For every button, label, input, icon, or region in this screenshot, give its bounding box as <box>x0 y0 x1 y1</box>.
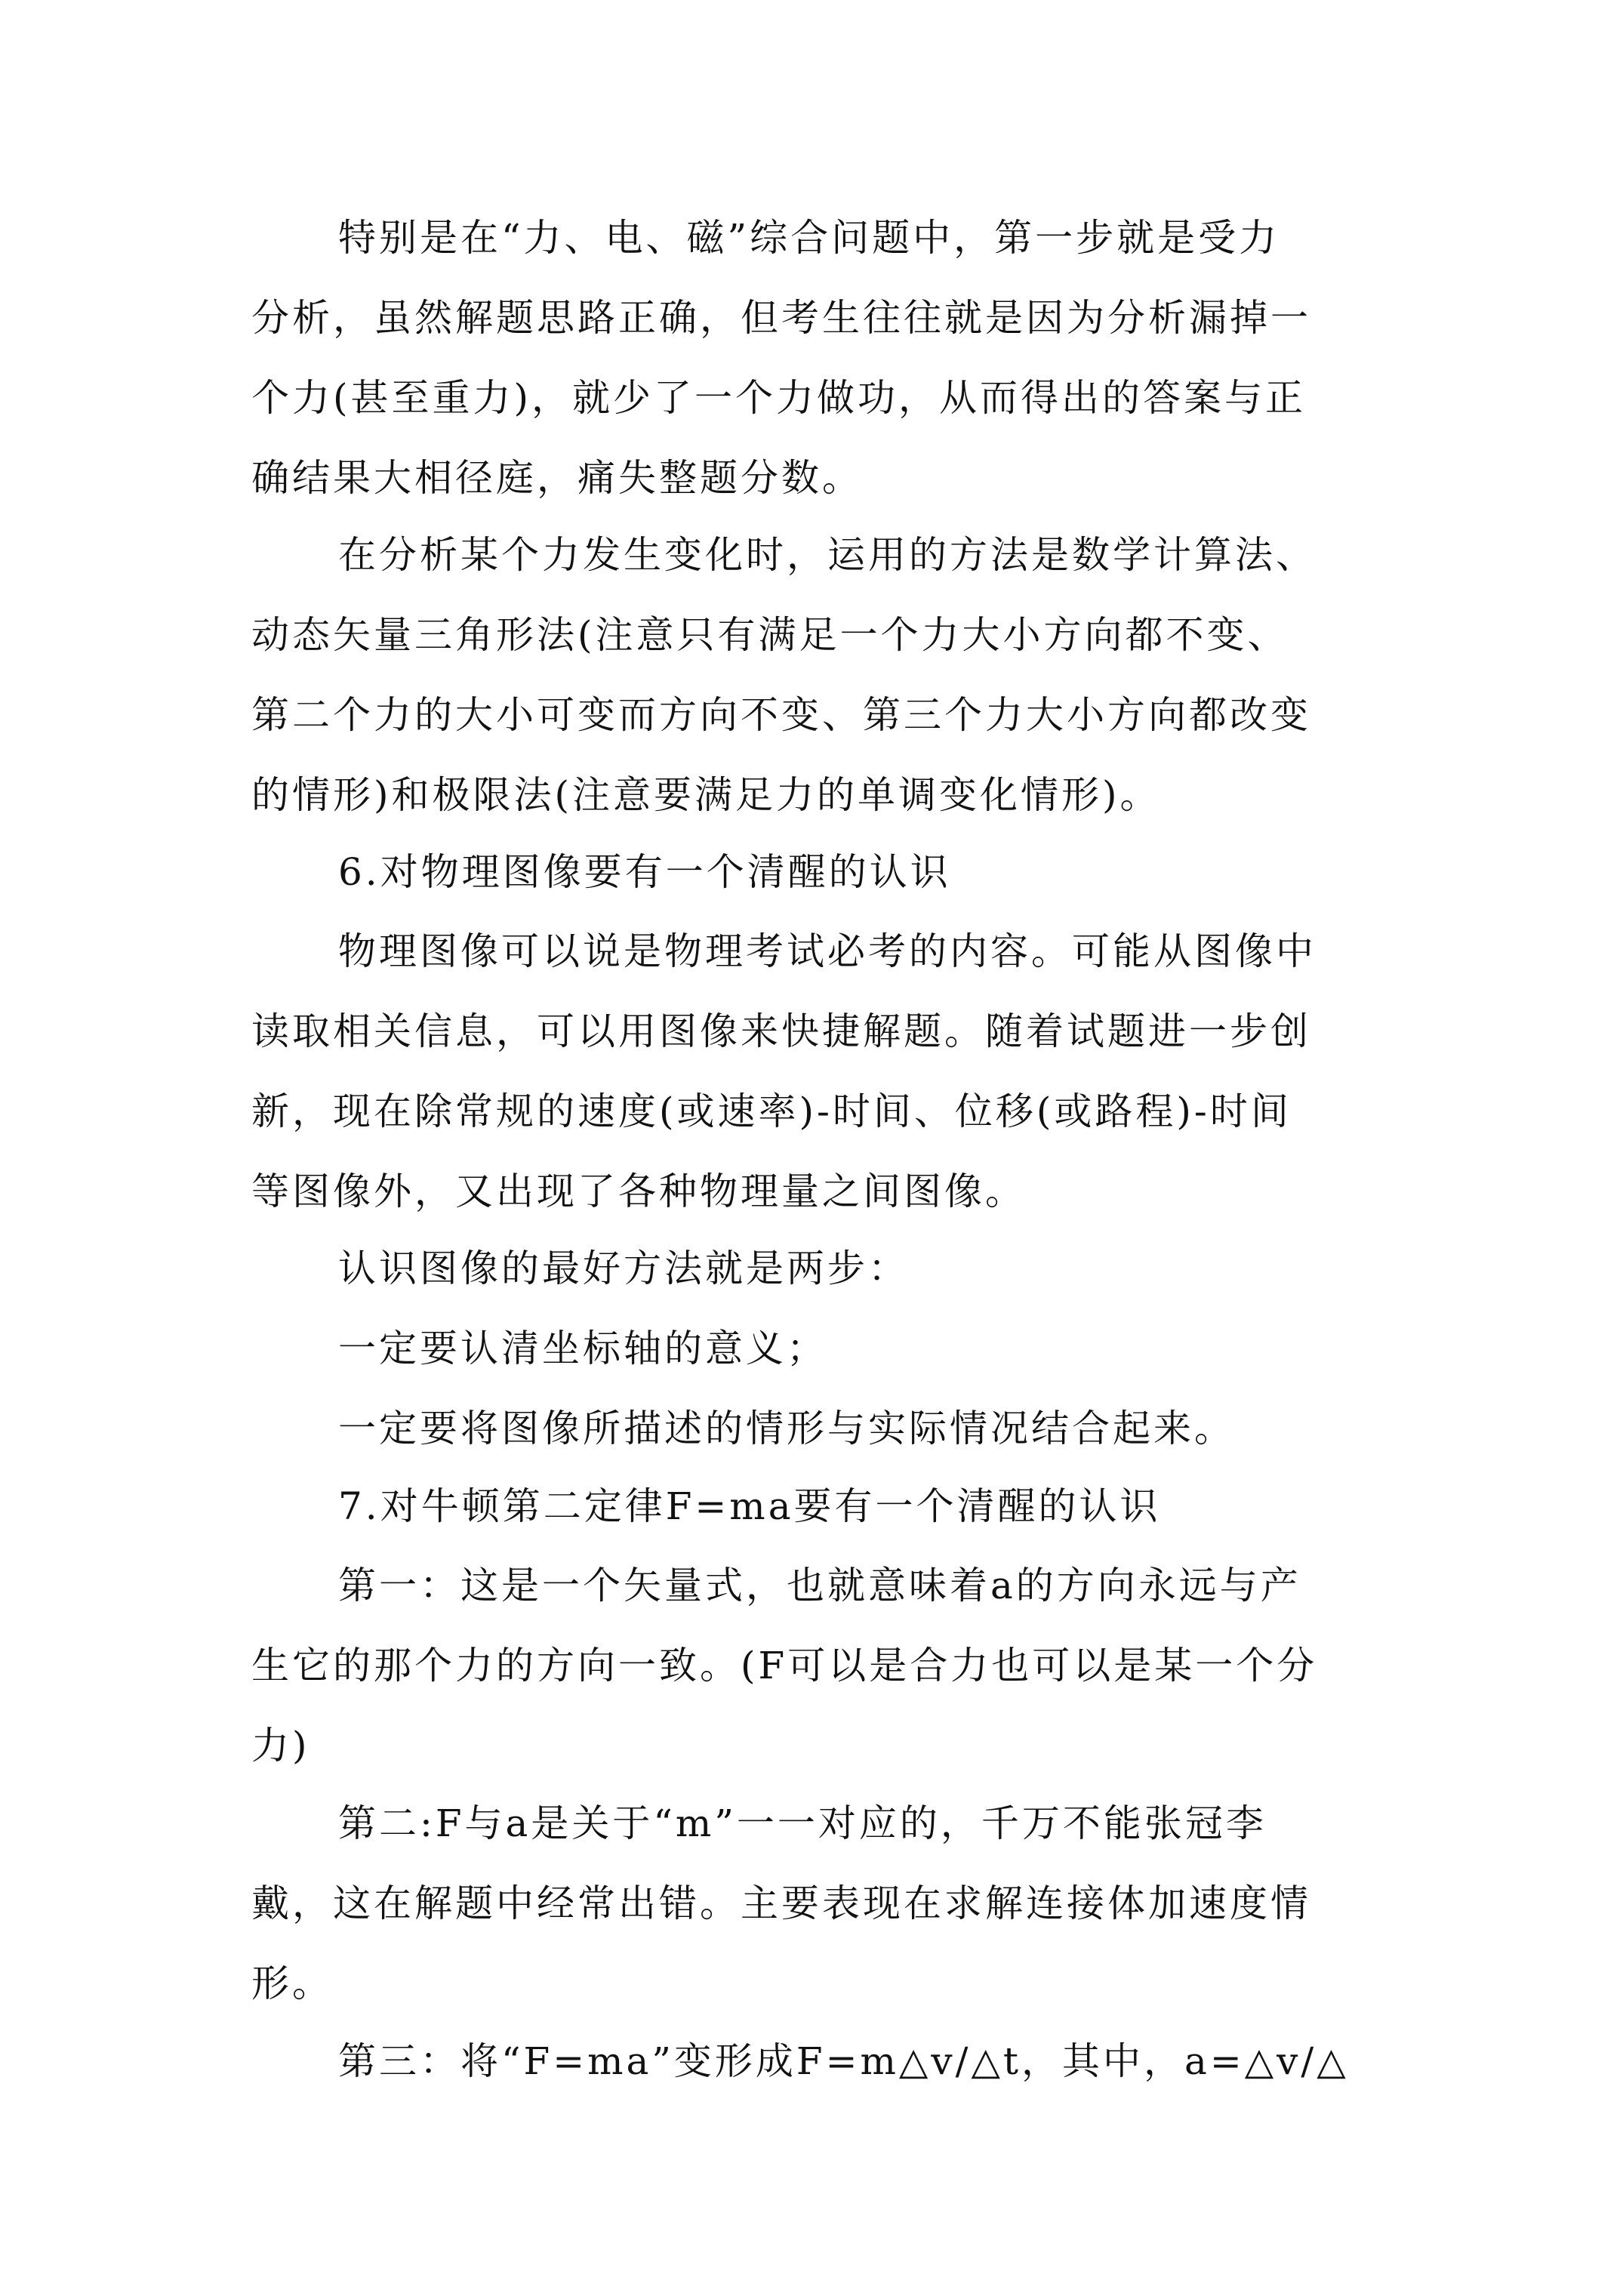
text-line: 个力(甚至重力)，就少了一个力做功，从而得出的答案与正 <box>251 376 1307 420</box>
paragraph-physics-graphs <box>251 911 1384 1231</box>
heading-section-6 <box>251 832 1384 912</box>
text-line: 认识图像的最好方法就是两步： <box>338 1247 909 1290</box>
text-line: 新，现在除常规的速度(或速率)-时间、位移(或路程)-时间 <box>251 1089 1292 1133</box>
text-line: 动态矢量三角形法(注意只有满足一个力大小方向都不变、 <box>251 613 1289 657</box>
text-line: 第三：将“F=ma”变形成F=m△v/△t，其中，a=△v/△ <box>338 2039 1349 2083</box>
text-line: 特别是在“力、电、磁”综合问题中，第一步就是受力 <box>338 216 1280 260</box>
text-line: 确结果大相径庭，痛失整题分数。 <box>251 456 863 500</box>
paragraph-first-point <box>251 1546 1384 1786</box>
text-line: 生它的那个力的方向一致。(F可以是合力也可以是某一个分 <box>251 1644 1318 1687</box>
text-line: 力) <box>251 1724 310 1767</box>
list-item: 一定要将图像所描述的情形与实际情况结合起来。 <box>338 1407 1235 1450</box>
list-item: 一定要认清坐标轴的意义； <box>338 1327 827 1370</box>
text-line: 第一：这是一个矢量式，也就意味着a的方向永远与产 <box>338 1564 1301 1607</box>
text-line: 戴，这在解题中经常出错。主要表现在求解连接体加速度情 <box>251 1881 1311 1925</box>
text-line: 的情形)和极限法(注意要满足力的单调变化情形)。 <box>251 773 1161 817</box>
paragraph-third-point <box>251 2021 1384 2101</box>
text-line: 第二个力的大小可变而方向不变、第三个力大小方向都改变 <box>251 693 1311 737</box>
list-graph-steps <box>251 1228 1384 1469</box>
text-line: 第二:F与a是关于“m”一一对应的，千万不能张冠李 <box>338 1801 1267 1845</box>
text-line: 形。 <box>251 1962 333 2005</box>
text-line: 读取相关信息，可以用图像来快捷解题。随着试题进一步创 <box>251 1009 1311 1053</box>
text-line: 在分析某个力发生变化时，运用的方法是数学计算法、 <box>338 533 1317 577</box>
text-line: 分析，虽然解题思路正确，但考生往往就是因为分析漏掉一 <box>251 296 1311 340</box>
section-heading: 7.对牛顿第二定律F=ma要有一个清醒的认识 <box>338 1484 1161 1528</box>
text-line: 物理图像可以说是物理考试必考的内容。可能从图像中 <box>338 929 1317 973</box>
paragraph-force-analysis <box>251 198 1384 518</box>
heading-section-7 <box>251 1466 1384 1546</box>
text-line: 等图像外，又出现了各种物理量之间图像。 <box>251 1170 1026 1213</box>
paragraph-second-point <box>251 1783 1384 2023</box>
section-heading: 6.对物理图像要有一个清醒的认识 <box>338 850 951 894</box>
paragraph-force-change-methods <box>251 515 1384 835</box>
